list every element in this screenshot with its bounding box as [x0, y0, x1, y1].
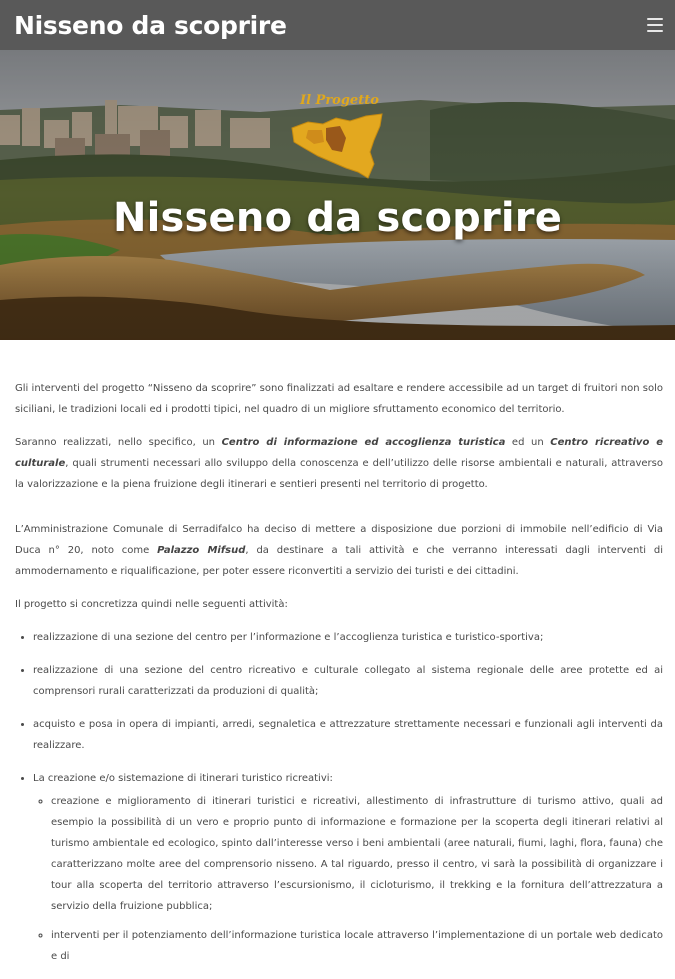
list-item [33, 768, 663, 967]
itineraries-sublist [33, 791, 663, 967]
paragraph-activities: Il progetto si concretizza quindi nelle seguenti attività: [15, 599, 288, 610]
paragraph-text: , da destinare a tali attività e che verranno interessati dagli interventi di ammodernamento e riqualificazione, per poter essere riconvertiti a servizio dei turisti e dei cittadini. [15, 545, 663, 577]
list-item: • acquisto e posa in opera di impianti, arredi, segnaletica e attrezzature strettamente necessari e funzionali agli interventi da realizzare. [33, 714, 663, 756]
paragraph-administration [15, 519, 663, 582]
hero-kicker: Il Progetto [300, 93, 379, 108]
site-title[interactable]: Nisseno da scoprire [14, 10, 287, 40]
list-item: • realizzazione di una sezione del centro ricreativo e culturale collegato al sistema regionale delle aree protette ed ai comprensori rurali caratterizzati da produzioni di qualità; [33, 660, 663, 702]
top-navigation-bar [0, 0, 675, 50]
paragraph-text: ed un [505, 437, 551, 448]
hero-banner [0, 50, 675, 340]
hero-title: Nisseno da scoprire [112, 195, 563, 241]
article-content [15, 378, 663, 979]
emphasis-cultural-center: Centro ricreativo e culturale [15, 437, 663, 469]
sublist-item: ◦ interventi per il potenziamento dell’informazione turistica locale attraverso l’implementazione di un portale web dedicato e di [51, 925, 663, 967]
sicily-map-icon [288, 112, 388, 182]
list-item-text: La creazione e/o sistemazione di itinerari turistico ricreativi: [33, 773, 333, 784]
paragraph-intro: Gli interventi del progetto “Nisseno da scoprire” sono finalizzati ad esaltare e rendere accessibile ad un target di fruitori non solo siciliani, le tradizioni locali ed i prodotti tipici, nel quadro di un migliore sfruttamento economico del territorio. [15, 383, 663, 415]
paragraph-text: , quali strumenti necessari allo sviluppo della conoscenza e dell’utilizzo delle risorse ambientali e naturali, attraverso la valorizzazione e la piena fruizione degli itinerari e sentieri presenti nel territorio di progetto. [15, 458, 663, 490]
sublist-item: ◦ creazione e miglioramento di itinerari turistici e ricreativi, allestimento di infrastrutture di turismo attivo, quali ad esempio la possibilità di un vero e proprio punto di informazione e formazione per la scoperta degli itinerari relativi al turismo ambientale ed ecologico, spinto dall’interesse verso i beni ambientali (aree naturali, fiumi, laghi, flora, fauna) che caratterizzano molte aree del comprensorio nisseno. A tal riguardo, presso il centro, vi sarà la possibilità di organizzare i tour alla scoperta del territorio attraverso l’escursionismo, il cicloturismo, il trekking e la fornitura dell’attrezzatura a servizio della fruizione pubblica; [51, 791, 663, 917]
activities-list [15, 627, 663, 967]
emphasis-info-center: Centro di informazione ed accoglienza turistica [221, 437, 506, 448]
emphasis-palazzo: Palazzo Mifsud [157, 545, 246, 556]
paragraph-centers [15, 432, 663, 495]
paragraph-text: L’Amministrazione Comunale di Serradifalco ha deciso di mettere a disposizione due porzioni di immobile nell’edificio di Via Duca n° 20, noto come [15, 524, 663, 556]
list-item: • realizzazione di una sezione del centro per l’informazione e l’accoglienza turistica e turistico-sportiva; [33, 627, 663, 648]
hamburger-menu-icon[interactable] [647, 18, 663, 32]
paragraph-text: Saranno realizzati, nello specifico, un [15, 437, 222, 448]
